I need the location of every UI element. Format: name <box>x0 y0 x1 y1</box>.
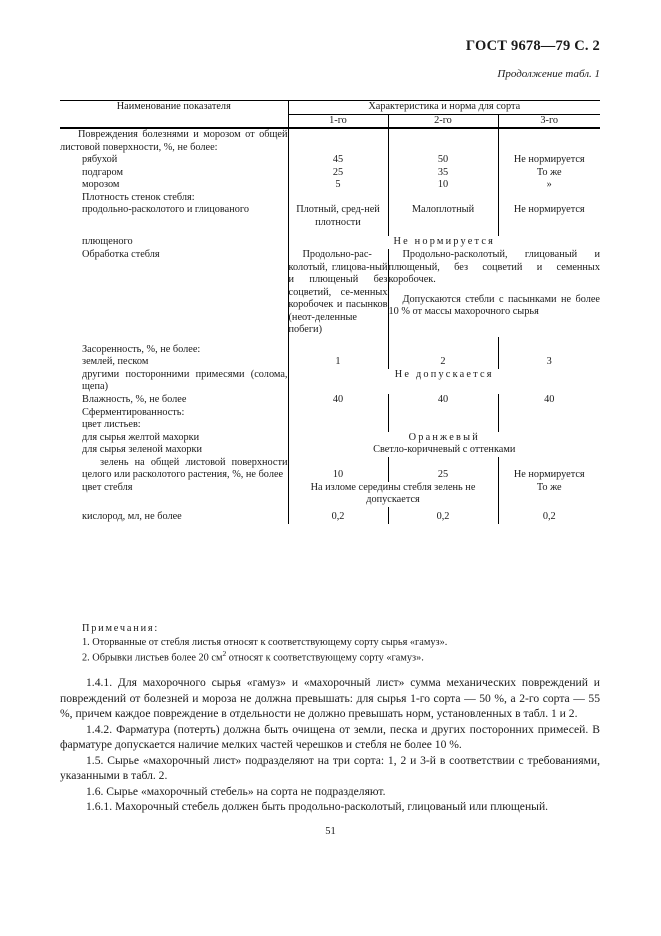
header-cell-indicator-name: Наименование показателя <box>116 101 231 112</box>
standard-reference-header: ГОСТ 9678—79 С. 2 <box>465 38 600 54</box>
stem-processing-paragraph-2: Допускаются стебли с пасынками не более 10 % от массы махорочного сырья <box>388 293 600 318</box>
row-value-sort3 <box>498 407 600 420</box>
row-value-sort2: Малоплотный <box>388 204 498 229</box>
row-label-stem-wall-density: Плотность стенок стебля: <box>82 191 195 203</box>
row-value-sort1: 40 <box>288 394 388 407</box>
row-value-span-all: Не нормируется <box>288 236 600 249</box>
table-row <box>60 419 600 432</box>
row-value-sort3 <box>498 344 600 357</box>
row-label-soil-sand: землей, песком <box>82 356 149 368</box>
row-label-flattened: плющеного <box>82 236 133 248</box>
row-value-sort1: 1 <box>288 356 388 369</box>
row-value-sort3: То же <box>498 167 600 180</box>
row-value-sort1 <box>288 344 388 357</box>
table-row <box>60 192 600 205</box>
header-cell-sort-3: 3-го <box>498 115 600 129</box>
row-value-sort2: 40 <box>388 394 498 407</box>
row-value-sort3: » <box>498 179 600 192</box>
row-value-sort1: 25 <box>288 167 388 180</box>
table-row <box>60 457 600 482</box>
table-spacer <box>60 229 600 236</box>
row-label-other-impurities: другими посторонними примесями (солома, щепа) <box>82 368 288 393</box>
row-value-sort3: Не нормируется <box>498 204 600 229</box>
note-item-2 <box>60 649 600 665</box>
row-value-sort1: 10 <box>288 457 388 482</box>
row-value-span-all: Не допускается <box>288 369 600 394</box>
table-continuation-label: Продолжение табл. 1 <box>497 68 600 80</box>
row-label-split-glued: продольно-расколотого и глицованого <box>82 204 249 216</box>
row-label-stem-color: цвет стебля <box>82 481 133 493</box>
row-label-morozom: морозом <box>82 179 120 191</box>
row-value-sort1: 45 <box>288 154 388 167</box>
row-label-yellow-makhorka: для сырья желтой махорки <box>82 431 200 443</box>
row-value-sort1 <box>288 407 388 420</box>
row-value-sort1: Плотный, сред-ней плотности <box>288 204 388 229</box>
row-label-podgarom: подгаром <box>82 166 124 178</box>
row-value-sort3: 0,2 <box>498 511 600 524</box>
table-row <box>60 179 600 192</box>
note-item-2-prefix: 2. Обрывки листьев более 20 см <box>82 652 223 664</box>
row-value-sort2 <box>388 192 498 205</box>
page-number: 51 <box>325 826 336 837</box>
row-value-sort3 <box>498 419 600 432</box>
row-value-sort1: 5 <box>288 179 388 192</box>
note-item-2-superscript: 2 <box>222 649 227 659</box>
body-text-block <box>60 675 600 815</box>
table-row <box>60 482 600 507</box>
row-value-sort3: То же <box>498 482 600 507</box>
row-value-sort3: Не нормируется <box>498 154 600 167</box>
row-value-sort23 <box>388 249 600 337</box>
table-row <box>60 407 600 420</box>
paragraph-1-4-2: 1.4.2. Фарматура (потерть) должна быть очищена от земли, песка и других посторонних примесей. В фарматуре допускается наличие мелких частей черешков и стебля не более 10 %. <box>60 722 600 752</box>
table-row <box>60 432 600 445</box>
table-spacer <box>60 337 600 344</box>
row-label-leaf-color-heading: цвет листьев: <box>82 419 141 431</box>
header-cell-characteristic: Характеристика и норма для сорта <box>288 101 600 114</box>
paragraph-1-6-1: 1.6.1. Махорочный стебель должен быть продольно-расколотый, глицованый или плющеный. <box>86 800 549 814</box>
row-value-sort2 <box>388 419 498 432</box>
table-row <box>60 236 600 249</box>
row-label-green-makhorka: для сырья зеленой махорки <box>82 444 203 456</box>
note-item-1: 1. Оторванные от стебля листья относят к соответствующему сорту сырья «гамуз». <box>82 636 448 648</box>
row-value-sort2 <box>388 407 498 420</box>
row-value-span-all: Светло-коричневый с оттенками <box>288 444 600 457</box>
table-row <box>60 444 600 457</box>
row-value-sort1 <box>288 192 388 205</box>
table-row <box>60 344 600 357</box>
row-value-sort3: 40 <box>498 394 600 407</box>
row-label-ryabukhoy: рябухой <box>82 154 118 166</box>
row-value-sort3: 3 <box>498 356 600 369</box>
table-row <box>60 204 600 229</box>
header-cell-sort-1: 1-го <box>288 115 388 129</box>
row-value-sort2 <box>388 344 498 357</box>
note-item-2-suffix: относят к соответствующему сорту «гамуз». <box>226 652 424 664</box>
specification-table <box>60 100 600 524</box>
row-label-stem-processing: Обработка стебля <box>82 249 160 261</box>
stem-processing-paragraph-1: Продольно-расколотый, глицованый и плющеный, без соцветий и семенных коробочек. <box>388 249 600 286</box>
row-value-sort2: 10 <box>388 179 498 192</box>
row-label-contamination-heading: Засоренность, %, не более: <box>82 343 201 355</box>
row-label-fermentation-heading: Сферментированность: <box>82 406 185 418</box>
table-row <box>60 511 600 524</box>
table-row <box>60 394 600 407</box>
row-value-sort2: 2 <box>388 356 498 369</box>
table-row <box>60 369 600 394</box>
paragraph-1-5: 1.5. Сырье «махорочный лист» подразделяют на три сорта: 1, 2 и 3-й в соответствии с требованиями, указанными в табл. 2. <box>60 753 600 783</box>
notes-title: Примечания: <box>82 623 160 634</box>
specification-table-wrapper <box>60 100 600 524</box>
row-value-sort2: 0,2 <box>388 511 498 524</box>
row-value-sort2 <box>388 129 498 154</box>
row-label-moisture: Влажность, %, не более <box>82 394 187 406</box>
paragraph-1-6: 1.6. Сырье «махорочный стебель» на сорта не подразделяют. <box>86 784 386 798</box>
row-value-sort1: 0,2 <box>288 511 388 524</box>
table-row <box>60 167 600 180</box>
table-row <box>60 356 600 369</box>
table-row <box>60 249 600 337</box>
table-row <box>60 154 600 167</box>
row-value-sort3 <box>498 192 600 205</box>
table-row <box>60 129 600 154</box>
table-notes <box>60 622 600 665</box>
table-header-row-1 <box>60 101 600 114</box>
row-label-green-surface: зелень на общей листовой поверхности целого или расколотого растения, %, не более <box>82 456 288 481</box>
paragraph-1-4-1: 1.4.1. Для махорочного сырья «гамуз» и «махорочный лист» сумма механических повреждений и повреждений от болезней и мороза не должна превышать: для сырья 1-го сорта — 50 %, а 2-го сорта — 55 %, причем каждое повреждение в отдельности не должно превышать норм, установленных в табл. 1 и 2. <box>60 676 600 721</box>
header-cell-sort-2: 2-го <box>388 115 498 129</box>
row-value-sort12: На изломе середины стебля зелень не допускается <box>288 482 498 507</box>
row-value-sort1 <box>288 129 388 154</box>
row-label-damage-heading: Повреждения болезнями и морозом от общей листовой поверхности, %, не более: <box>60 129 288 153</box>
row-value-sort1: Продольно-рас-колотый, глицова-ный и плющеный без соцветий, се-менных коробочек и пасынков (неот-деленные побеги) <box>288 249 388 336</box>
row-value-sort3 <box>498 129 600 154</box>
row-value-sort3: Не нормируется <box>498 457 600 482</box>
row-value-sort2: 25 <box>388 457 498 482</box>
row-value-span-all: Оранжевый <box>288 432 600 445</box>
row-value-sort1 <box>288 419 388 432</box>
row-label-oxygen: кислород, мл, не более <box>82 510 182 522</box>
row-value-sort2: 35 <box>388 167 498 180</box>
row-value-sort2: 50 <box>388 154 498 167</box>
